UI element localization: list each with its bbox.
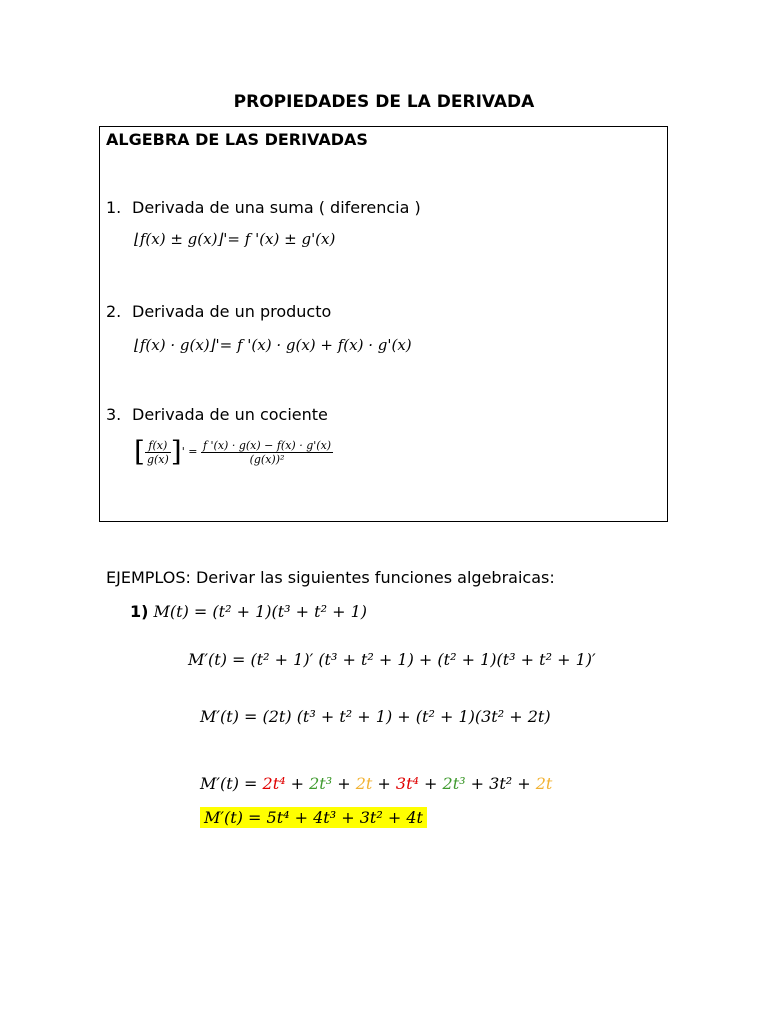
term-2: 2t³ [309, 774, 333, 793]
property-product [106, 302, 331, 321]
term-5: + [372, 774, 396, 793]
step-3-terms [263, 774, 553, 793]
term-0: 2t⁴ [262, 774, 286, 793]
left-bracket: [ [134, 435, 145, 468]
formula-product: ⌊f(x) · g(x)⌋'= f '(x) · g(x) + f(x) · g'(x) [134, 336, 412, 354]
equals-sign: ' = [181, 445, 198, 458]
right-bracket: ] [170, 435, 182, 468]
property-number: 2. [106, 302, 122, 321]
term-9: + 3t² + [465, 774, 536, 793]
property-number: 3. [106, 405, 122, 424]
step-3 [200, 774, 552, 793]
property-label: Derivada de un cociente [132, 405, 328, 424]
fraction-left [145, 439, 171, 466]
step-2-text: M′(t) = (2t) (t³ + t² + 1) + (t² + 1)(3t² + 2t) [200, 707, 551, 726]
property-label: Derivada de una suma ( diferencia ) [132, 198, 421, 217]
property-sum [106, 198, 421, 217]
function-definition: M(t) = (t² + 1)(t³ + t² + 1) [153, 602, 368, 621]
term-8: 2t³ [442, 774, 466, 793]
examples-heading: EJEMPLOS: Derivar las siguientes funciones algebraicas: [106, 568, 555, 587]
numerator: f '(x) · g(x) − f(x) · g'(x) [202, 438, 332, 452]
term-7: + [418, 774, 443, 793]
fraction-right [201, 439, 333, 466]
denominator: g(x) [146, 452, 169, 466]
term-3: + [332, 774, 356, 793]
property-quotient [106, 405, 328, 424]
result [200, 808, 427, 827]
property-number: 1. [106, 198, 122, 217]
step-3-prefix: M′(t) = [200, 774, 263, 793]
term-4: 2t [355, 774, 373, 793]
term-10: 2t [535, 774, 553, 793]
denominator: (g(x))² [249, 452, 285, 466]
example-function [130, 602, 367, 621]
formula-quotient [134, 435, 333, 468]
step-1-text: M′(t) = (t² + 1)′ (t³ + t² + 1) + (t² + 1)(t³ + t² + 1)′ [188, 650, 596, 669]
page-title: PROPIEDADES DE LA DERIVADA [233, 92, 535, 112]
example-number: 1) [130, 602, 149, 621]
step-1 [188, 650, 596, 669]
term-6: 3t⁴ [395, 774, 419, 793]
numerator: f(x) [145, 439, 171, 453]
step-2 [200, 707, 551, 726]
property-label: Derivada de un producto [132, 302, 332, 321]
term-1: + [285, 774, 310, 793]
highlighted-result: M′(t) = 5t⁴ + 4t³ + 3t² + 4t [200, 807, 427, 828]
formula-sum: ⌊f(x) ± g(x)⌋'= f '(x) ± g'(x) [134, 230, 336, 248]
box-heading: ALGEBRA DE LAS DERIVADAS [106, 130, 368, 149]
